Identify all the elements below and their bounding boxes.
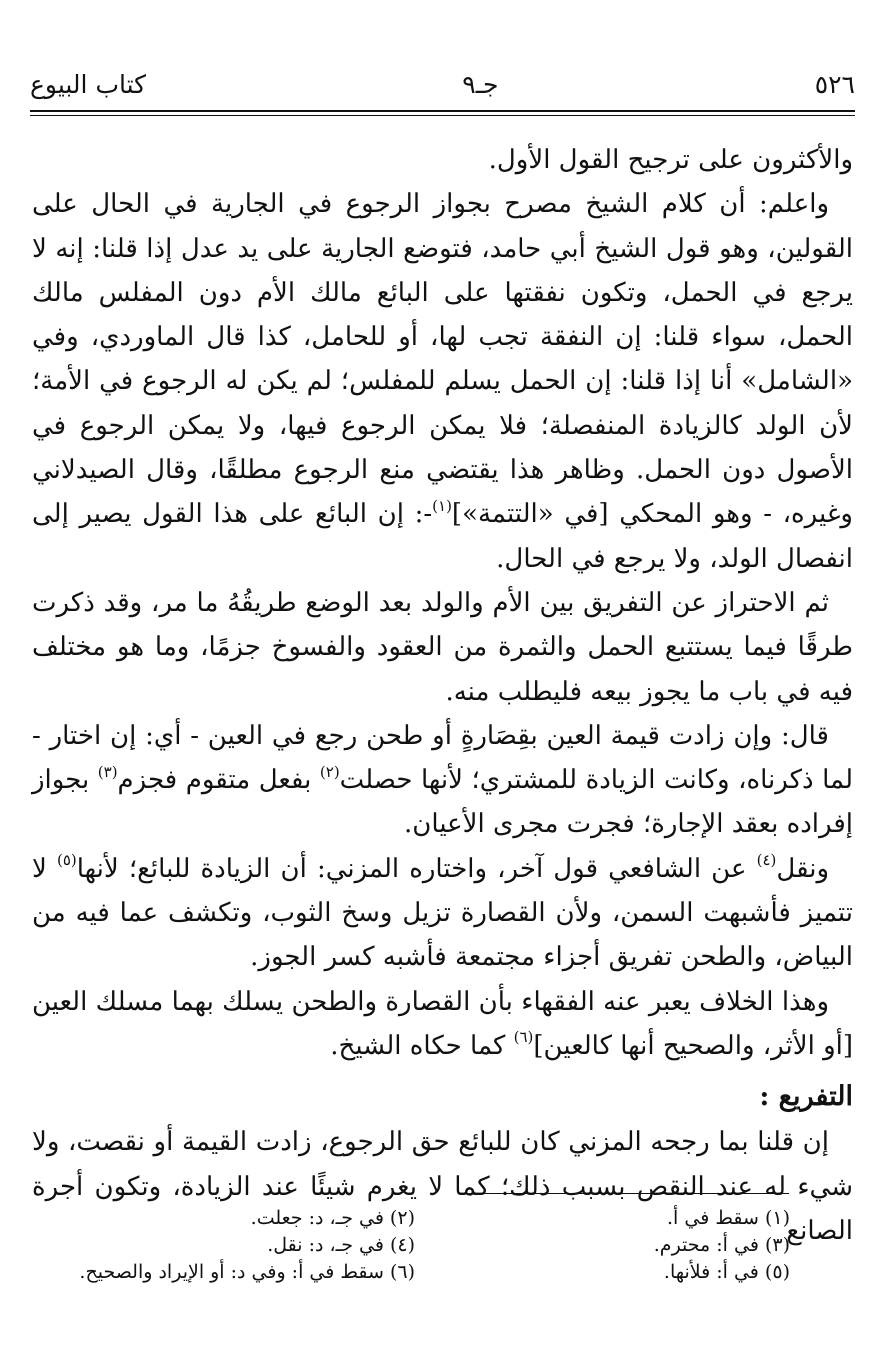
paragraph bbox=[32, 980, 853, 1069]
paragraph-text: واعلم: أن كلام الشيخ مصرح بجواز الرجوع في الجارية في الحال على القولين، وهو قول الشيخ أبي حامد، فتوضع الجارية على يد عدل إذا قلنا: إنه لا يرجع في الحمل، وتكون نفقتها على البائع مالك الأم دون المفلس مالك الحمل، سواء قلنا: إن النفقة تجب لها، أو للحامل، كذا قال الماوردي، وفي «الشامل» أنا إذا قلنا: إن الحمل يسلم للمفلس؛ لم يكن له الرجوع في الأمة؛ لأن الولد كالزيادة المنفصلة؛ فلا يمكن الرجوع فيها، ولا يمكن الرجوع في الأصول دون الحمل. وظاهر هذا يقتضي منع الرجوع مطلقًا، وقال الصيدلاني وغيره، - وهو المحكي [في «التتمة»] bbox=[32, 189, 853, 530]
paragraph-text: لا تتميز فأشبهت السمن، ولأن القصارة تزيل وسخ الثوب، وتكشف عما فيه من البياض، والطحن تفريق أجزاء مجتمعة فأشبه كسر الجوز. bbox=[32, 853, 853, 973]
footnote: (٥) في أ: فلأنها. bbox=[663, 1261, 790, 1283]
paragraph-text: بفعل متقوم فجزم bbox=[117, 765, 320, 796]
footnote: (٣) في أ: محترم. bbox=[653, 1234, 790, 1256]
paragraph-text: -: إن البائع على هذا القول يصير إلى انفصال الولد، ولا يرجع في الحال. bbox=[32, 499, 853, 574]
book-title: كتاب البيوع bbox=[30, 69, 147, 99]
footnote-row bbox=[40, 1259, 790, 1286]
header-rule bbox=[30, 110, 855, 116]
footnote: (٦) سقط في أ: وفي د: أو الإيراد والصحيح. bbox=[79, 1261, 415, 1283]
paragraph: ثم الاحتراز عن التفريق بين الأم والولد بعد الوضع طريقُهُ ما مر، وقد ذكرت طرقًا فيما يستتبع الحمل والثمرة من العقود والفسوخ جزمًا، وما هو مختلف فيه في باب ما يجوز بيعه فليطلب منه. bbox=[32, 587, 853, 707]
paragraph: والأكثرون على ترجيح القول الأول. bbox=[488, 145, 853, 175]
paragraph bbox=[32, 847, 853, 980]
paragraph-text: عن الشافعي قول آخر، واختاره المزني: أن الزيادة للبائع؛ لأنها bbox=[76, 853, 757, 884]
paragraph-text: بجواز إفراده بعقد الإجارة؛ فجرت مجرى الأعيان. bbox=[32, 765, 853, 840]
footnote: (١) سقط في أ. bbox=[667, 1207, 790, 1229]
footnote-ref: (٢) bbox=[319, 762, 340, 781]
paragraph: إن قلنا بما رجحه المزني كان للبائع حق الرجوع، زادت القيمة أو نقصت، ولا شيء له عند النقص بسبب ذلك؛ كما لا يغرم شيئًا عند الزيادة، وتكون أجرة الصانع bbox=[32, 1127, 853, 1246]
main-text bbox=[32, 138, 853, 1253]
paragraph-text: كما حكاه الشيخ. bbox=[330, 1030, 514, 1061]
footnote-row bbox=[40, 1205, 790, 1232]
running-header bbox=[30, 66, 855, 102]
footnote: (٤) في جـ، د: نقل. bbox=[267, 1234, 415, 1256]
footnote: (٢) في جـ، د: جعلت. bbox=[250, 1207, 415, 1229]
paragraph-text: ونقل bbox=[776, 853, 830, 884]
paragraph bbox=[32, 714, 853, 847]
footnote-ref: (٤) bbox=[756, 851, 777, 870]
paragraph-text: وهذا الخلاف يعبر عنه الفقهاء بأن القصارة والطحن يسلك بهما مسلك العين [أو الأثر، والصحيح أنها كالعين] bbox=[32, 986, 853, 1061]
footnote-ref: (٥) bbox=[56, 851, 77, 870]
footnote-ref: (٣) bbox=[97, 762, 118, 781]
paragraph-text: قال: وإن زادت قيمة العين بقِصَارةٍ أو طحن رجع في العين - أي: إن اختار - لما ذكرناه، وكانت الزيادة للمشتري؛ لأنها حصلت bbox=[32, 720, 853, 796]
footnote-ref: (٦) bbox=[513, 1028, 534, 1047]
footnote-separator bbox=[469, 1193, 789, 1194]
volume-label: جـ٩ bbox=[462, 69, 499, 99]
page-number: ٥٢٦ bbox=[814, 69, 855, 99]
footnote-row bbox=[40, 1232, 790, 1259]
section-heading: التفريع : bbox=[759, 1081, 853, 1113]
paragraph bbox=[32, 182, 853, 581]
footnotes bbox=[40, 1205, 790, 1286]
footnote-ref: (١) bbox=[432, 496, 452, 515]
